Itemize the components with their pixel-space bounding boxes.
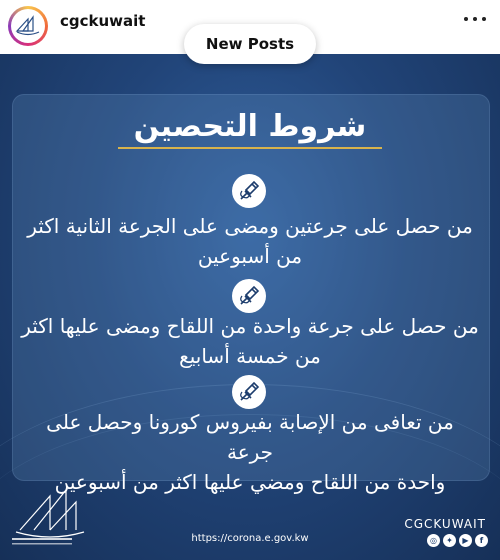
condition-3-line1: من تعافى من الإصابة بفيروس كورونا وحصل على جرعة [46, 410, 454, 464]
youtube-icon: ▶ [459, 534, 472, 547]
vaccine-syringe-icon [232, 279, 266, 313]
condition-3-line2: واحدة من اللقاح ومضي عليها اكثر من أسبوعين [54, 470, 446, 494]
cgc-logo-icon [13, 11, 43, 41]
vaccine-syringe-icon [232, 174, 266, 208]
more-options-icon[interactable] [464, 14, 486, 24]
cgc-logo-icon [10, 486, 106, 548]
website-url: https://corona.e.gov.kw [191, 533, 309, 544]
facebook-icon: f [475, 534, 488, 547]
condition-1-line2: من أسبوعين [197, 244, 303, 268]
condition-3 [20, 407, 480, 497]
brand-handle: CGCKUWAIT [404, 517, 486, 531]
profile-avatar[interactable] [8, 6, 48, 46]
title-underline [118, 147, 382, 149]
condition-2 [20, 311, 480, 371]
condition-2-line2: من خمسة أسابيع [179, 344, 321, 368]
username[interactable]: cgckuwait [60, 12, 146, 30]
instagram-icon: ◎ [427, 534, 440, 547]
condition-2-line1: من حصل على جرعة واحدة من اللقاح ومضى عليها اكثر [21, 314, 479, 338]
social-icons [427, 534, 488, 547]
vaccine-syringe-icon [232, 375, 266, 409]
post-title: شروط التحصين [133, 109, 367, 144]
post-image [0, 54, 500, 560]
condition-1-line1: من حصل على جرعتين ومضى على الجرعة الثانية اكثر [27, 214, 473, 238]
twitter-icon: ✦ [443, 534, 456, 547]
new-posts-button[interactable]: New Posts [184, 24, 316, 64]
condition-1 [20, 211, 480, 271]
